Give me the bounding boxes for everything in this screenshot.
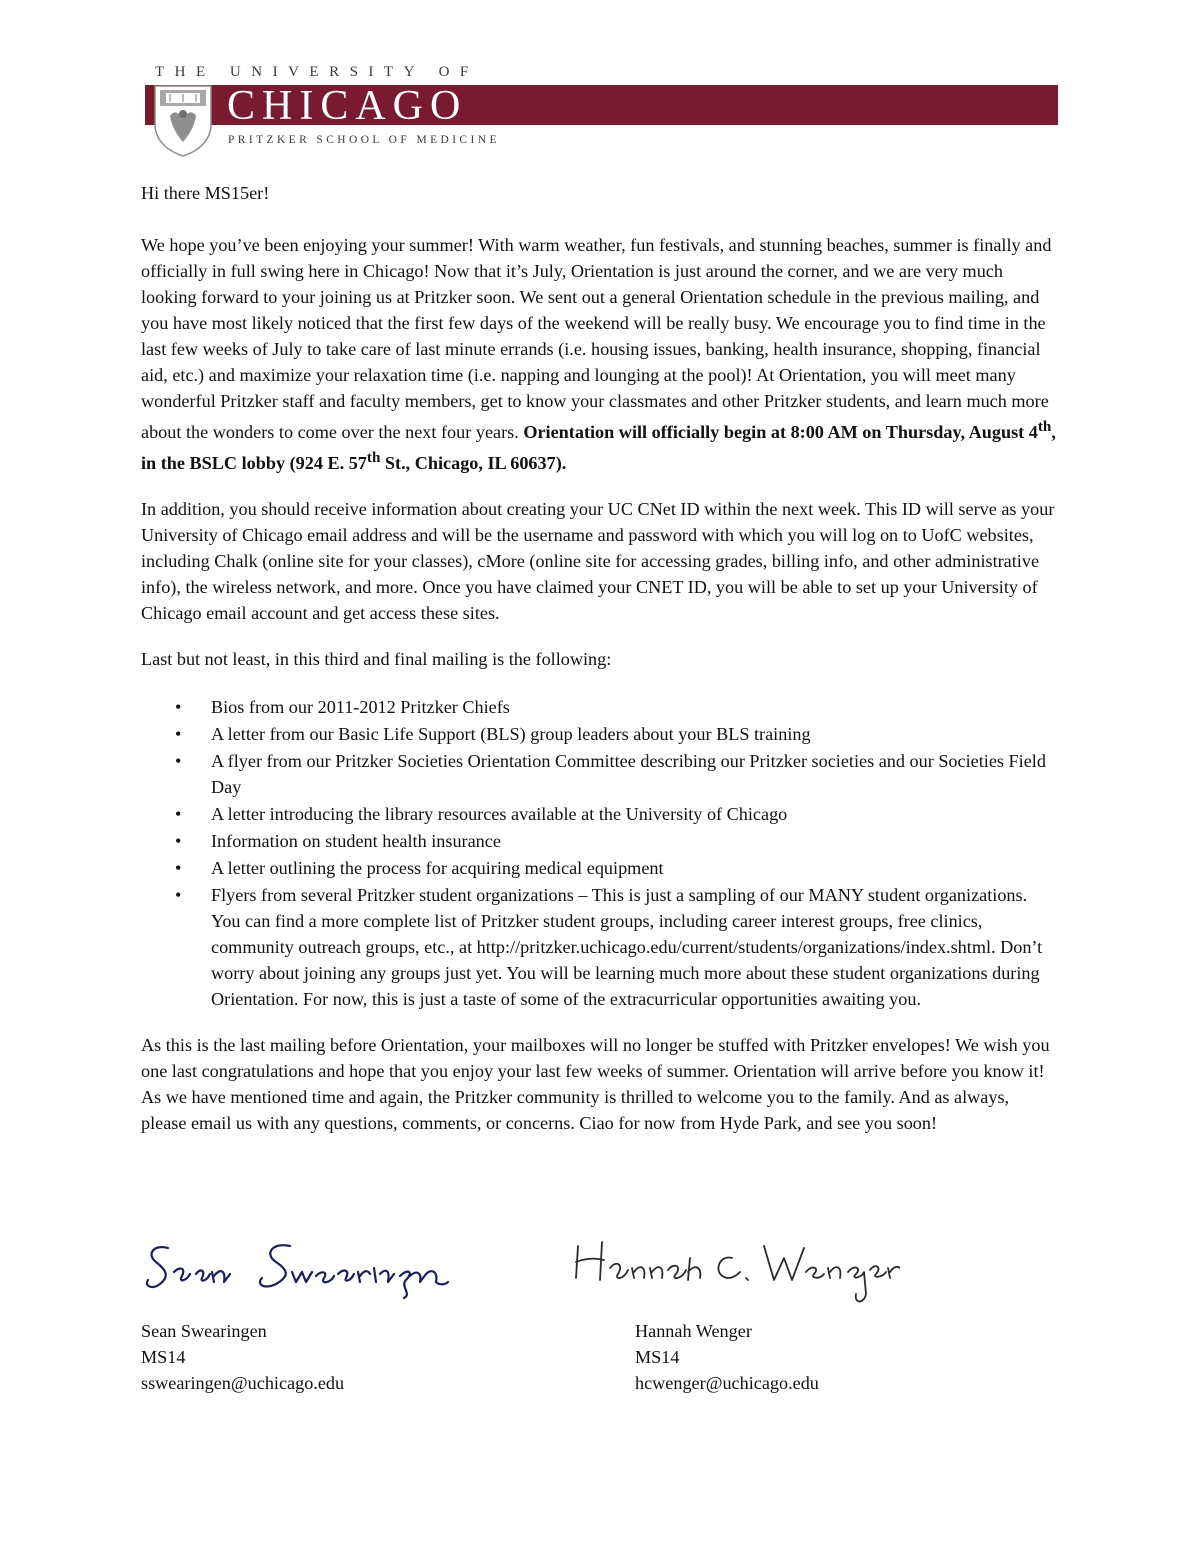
signer-class: MS14 [141,1347,186,1367]
signature-sean [140,1228,450,1300]
letterhead [0,0,1200,170]
university-shield-icon [152,84,214,158]
signature-hannah [570,1228,900,1308]
list-item: • A letter introducing the library resources available at the University of Chicago [141,801,1056,827]
list-item: • A flyer from our Pritzker Societies Orientation Committee describing our Pritzker societies and our Societies Field Day [141,748,1056,800]
paragraph-intro [141,232,1056,476]
signer-email[interactable]: hcwenger@uchicago.edu [635,1373,819,1393]
signatures [0,1220,1200,1400]
signer-class: MS14 [635,1347,680,1367]
university-name: CHICAGO [227,83,468,129]
letter-body [141,180,1056,1156]
school-name: PRITZKER SCHOOL OF MEDICINE [228,134,500,146]
signer-hannah [635,1318,819,1396]
paragraph-mailing-intro: Last but not least, in this third and final mailing is the following: [141,649,612,670]
list-item: • A letter outlining the process for acquiring medical equipment [141,855,1056,881]
signer-name: Sean Swearingen [141,1321,267,1341]
greeting: Hi there MS15er! [141,183,270,203]
list-item: • Information on student health insurance [141,828,1056,854]
paragraph-intro-text: We hope you’ve been enjoying your summer! With warm weather, fun festivals, and stunning beaches, summer is finally and officially in full swing here in Chicago! Now that it’s July, Orientation is just around the corner, and we are very much looking forward to your joining us at Pritzker soon. We sent out a general Orientation schedule in the previous mailing, and you have most likely noticed that the first few days of the weekend will be really busy. We encourage you to find time in the last few weeks of July to take care of last minute errands (i.e. housing issues, banking, health insurance, shopping, financial aid, etc.) and maximize your relaxation time (i.e. napping and lounging at the pool)! At Orientation, you will meet many wonderful Pritzker staff and faculty members, get to know your classmates and other Pritzker students, and learn much more about the wonders to come over the next four years. [141,235,1052,443]
signer-email[interactable]: sswearingen@uchicago.edu [141,1373,345,1393]
orientation-start-notice: Orientation will officially begin at 8:00 AM on Thursday, August 4th, in the BSLC lobby (924 E. 57th St., Chicago, IL 60637). [141,418,1056,474]
signer-name: Hannah Wenger [635,1321,752,1341]
paragraph-closing: As this is the last mailing before Orientation, your mailboxes will no longer be stuffed with Pritzker envelopes! We wish you one last congratulations and hope that you enjoy your last few weeks of summer. Orientation will arrive before you know it! As we have mentioned time and again, the Pritzker community is thrilled to welcome you to the family. And as always, please email us with any questions, comments, or concerns. Ciao for now from Hyde Park, and see you soon! [141,1035,1050,1134]
university-line: THE UNIVERSITY OF [155,64,479,80]
list-item: • Bios from our 2011-2012 Pritzker Chiefs [141,694,1056,720]
list-item: • Flyers from several Pritzker student organizations – This is just a sampling of our MANY student organizations. You can find a more complete list of Pritzker student groups, including career interest groups, free clinics, community outreach groups, etc., at http://pritzker.uchicago.edu/current/students/organizations/index.shtml. Don’t worry about joining any groups just yet. You will be learning much more about these student organizations during Orientation. For now, this is just a taste of some of the extracurricular opportunities awaiting you. [141,882,1056,1012]
list-item: • A letter from our Basic Life Support (BLS) group leaders about your BLS training [141,721,1056,747]
signer-sean [141,1318,344,1396]
paragraph-cnet: In addition, you should receive information about creating your UC CNet ID within the next week. This ID will serve as your University of Chicago email address and will be the username and password with which you will log on to UofC websites, including Chalk (online site for your classes), cMore (online site for accessing grades, billing info, and other administrative info), the wireless network, and more. Once you have claimed your CNET ID, you will be able to set up your University of Chicago email account and get access these sites. [141,499,1055,624]
mailing-contents-list [141,694,1056,1012]
